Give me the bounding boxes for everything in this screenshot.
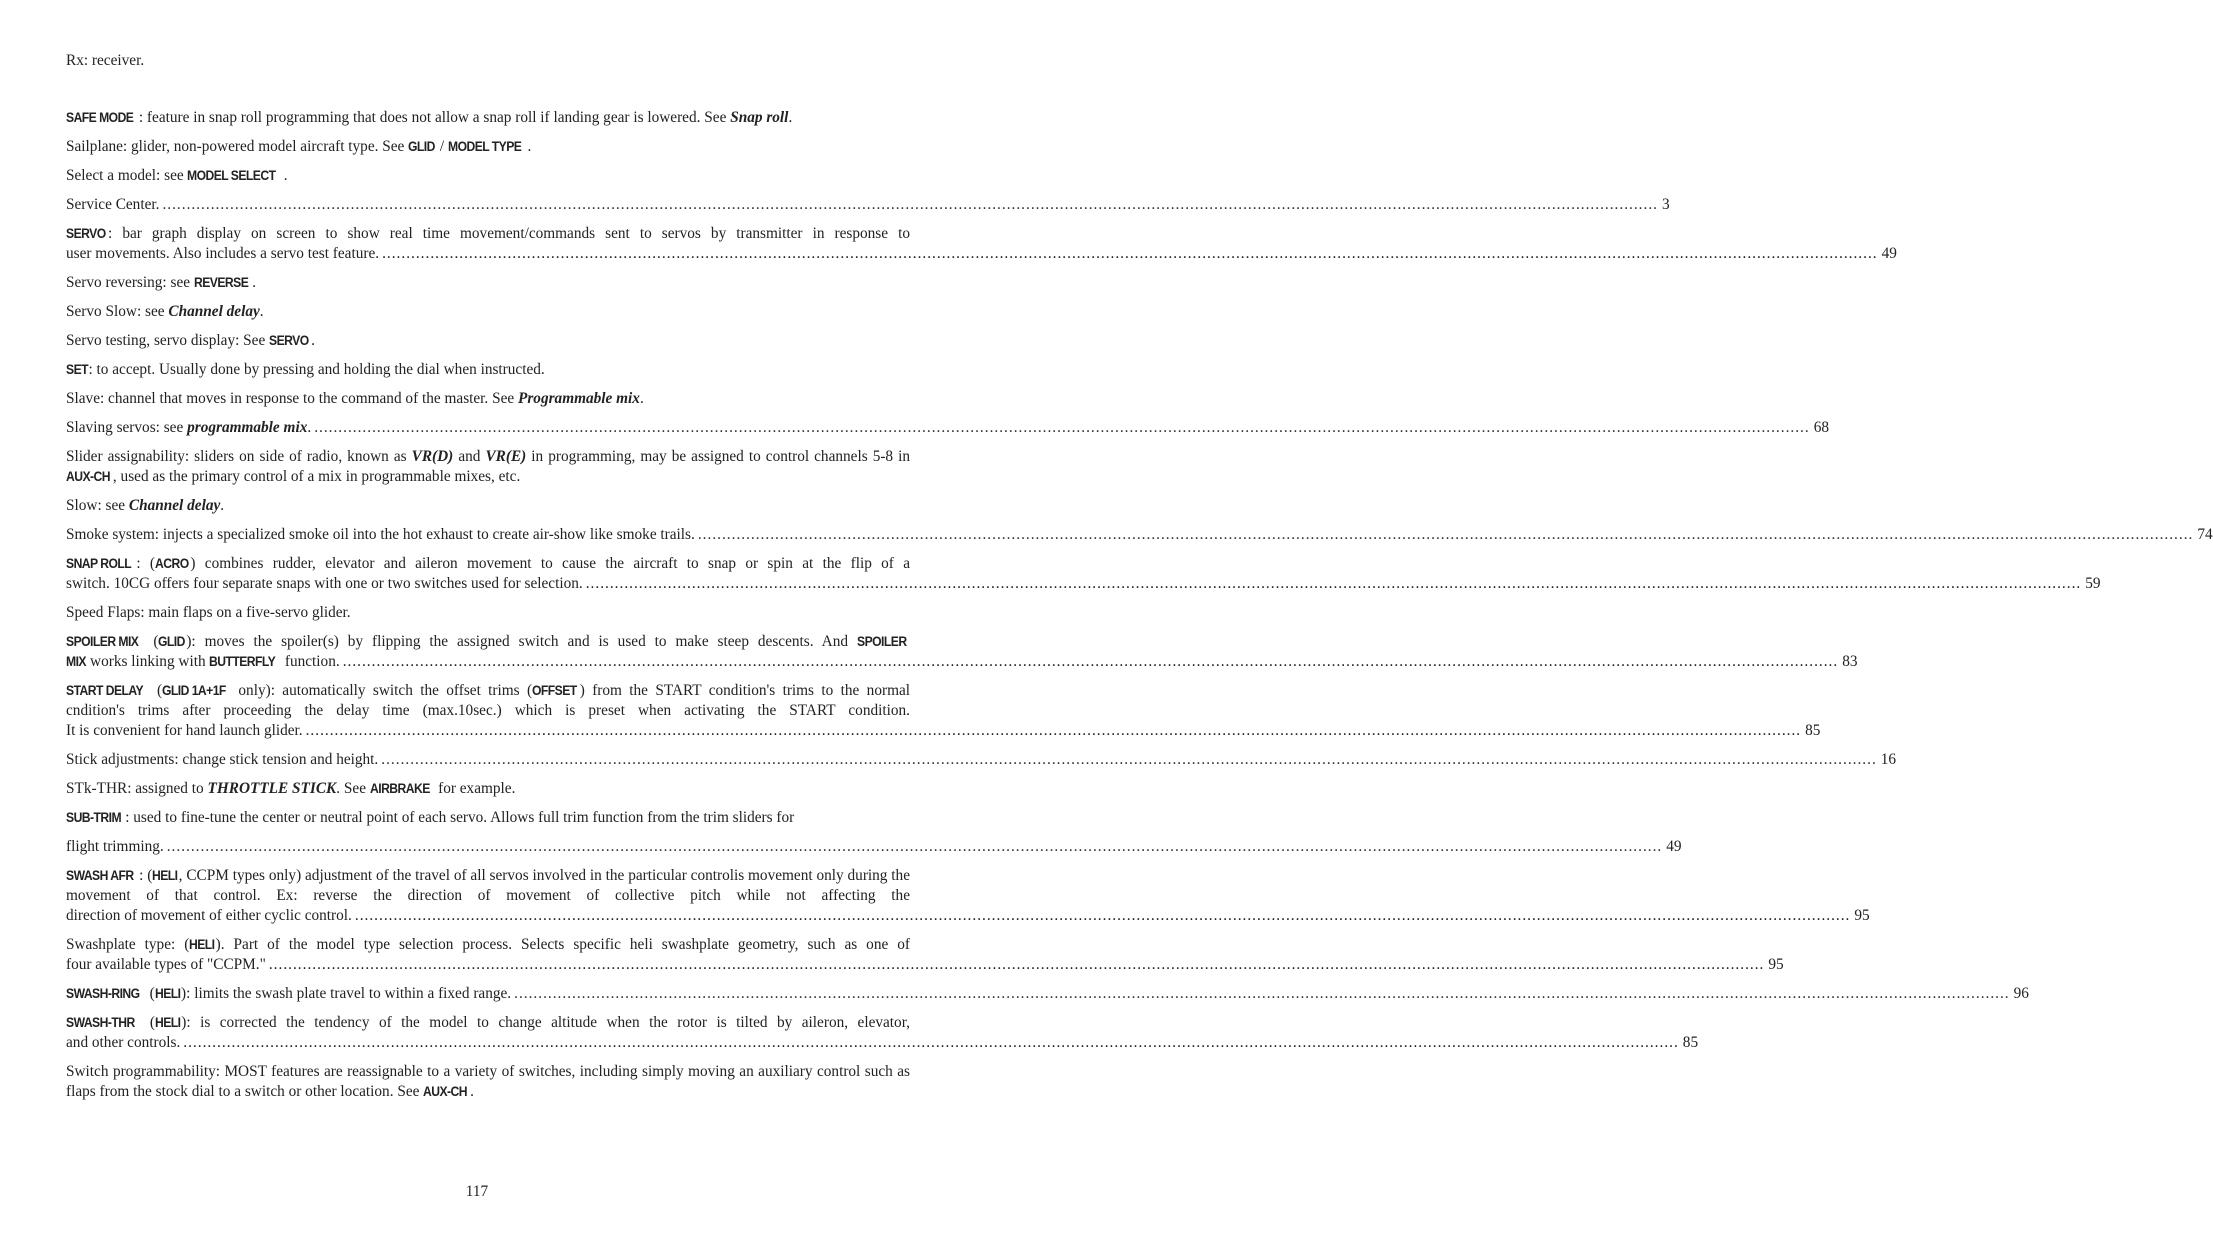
entry-swash-ring: SWASH-RING (HELI): limits the swash plate travel to within a fixed range. ...................................................................................................................................................................................................................................................................................................................... 96 <box>66 985 2029 1002</box>
entry-swashplate-type: Swashplate type: (HELI). Part of the model type selection process. Selects specific heli swashplate geometry, such as one of four available types of "CCPM." ...................................................................................................................................................................................................................................................................................................................... 95 <box>66 936 1784 973</box>
page-ref: 16 <box>1880 751 1897 768</box>
entry-spoiler-mix: SPOILER MIX (GLID): moves the spoiler(s) by flipping the assigned switch and is used to make steep descents. And SPOILER MIX works linking with BUTTERFLY function. ...................................................................................................................................................................................................................................................................................................................... 83 <box>66 633 1858 670</box>
entry-servo-slow: Servo Slow: see Channel delay. <box>66 303 264 320</box>
entry-smoke-system: Smoke system: injects a specialized smoke oil into the hot exhaust to create air-show like smoke trails. ...................................................................................................................................................................................................................................................................................................................... 74 <box>66 526 2213 543</box>
page-ref: 68 <box>1813 419 1829 436</box>
entry-servo-reversing: Servo reversing: see REVERSE . <box>66 274 257 291</box>
page-ref: 95 <box>1768 956 1784 973</box>
entry-sailplane: Sailplane: glider, non-powered model aircraft type. See GLID / MODEL TYPE . <box>66 138 532 155</box>
page-ref: 3 <box>1661 196 1670 213</box>
entry-stick-adjustments: Stick adjustments: change stick tension and height. ...................................................................................................................................................................................................................................................................................................................... 16 <box>66 751 1897 768</box>
leader-dots: ...................................................................................................................................................................................................................................................................................................................... <box>162 196 1658 213</box>
entry-service-center: Service Center. ...................................................................................................................................................................................................................................................................................................................... 3 <box>66 196 1670 213</box>
entry-swash-afr: SWASH AFR : (HELI, CCPM types only) adjustment of the travel of all servos involved in the particular controlis movement only during the movement of that control. Ex: reverse the direction of movement of collective pitch while not affecting the direction of movement of either cyclic control. ...................................................................................................................................................................................................................................................................................................................... 95 <box>66 867 1870 924</box>
entry-start-delay: START DELAY (GLID 1A+1F only): automatically switch the offset trims (OFFSET ) from the START condition's trims to the normal cndition's trims after proceeding the delay time (max.10sec.) which is preset when activating the START condition. It is convenient for hand launch glider. ...................................................................................................................................................................................................................................................................................................................... 85 <box>66 682 1821 739</box>
entry-switch-programmability: Switch programmability: MOST features are reassignable to a variety of switches, including simply moving an auxiliary control such as flaps from the stock dial to a switch or other location. See AUX-CH . <box>66 1063 910 1100</box>
page-ref: 83 <box>1842 653 1858 670</box>
entry-sub-trim-cont: flight trimming. ...................................................................................................................................................................................................................................................................................................................... 49 <box>66 838 1682 855</box>
glossary-entries <box>66 108 2213 1102</box>
page-ref: 74 <box>2197 526 2213 543</box>
entry-stk-thr: STk-THR: assigned to THROTTLE STICK. See AIRBRAKE for example. <box>66 780 516 797</box>
page-ref: 49 <box>1666 838 1682 855</box>
entry-snap-roll: SNAP ROLL : (ACRO ) combines rudder, elevator and aileron movement to cause the aircraft to snap or spin at the flip of a switch. 10CG offers four separate snaps with one or two switches used for selection. ...................................................................................................................................................................................................................................................................................................................... 59 <box>66 555 2101 592</box>
page-ref: 95 <box>1854 907 1870 924</box>
page-number: 117 <box>465 1183 489 1200</box>
entry-slider: Slider assignability: sliders on side of radio, known as VR(D) and VR(E) in programming, may be assigned to control channels 5-8 in AUX-CH , used as the primary control of a mix in programmable mixes, etc. <box>66 448 911 485</box>
entry-speed-flaps: Speed Flaps: main flaps on a five-servo glider. <box>66 604 351 621</box>
page-ref: 96 <box>2013 985 2029 1002</box>
page-ref: 85 <box>1682 1034 1699 1051</box>
entry-slow: Slow: see Channel delay. <box>66 497 225 514</box>
entry-servo-testing: Servo testing, servo display: See SERVO . <box>66 332 315 349</box>
document-page <box>66 51 2213 1111</box>
entry-servo: SERVO : bar graph display on screen to show real time movement/commands sent to servos by transmitter in response to user movements. Also includes a servo test feature. ...................................................................................................................................................................................................................................................................................................................... 49 <box>66 225 1897 262</box>
page-ref: 49 <box>1881 245 1897 262</box>
entry-set: SET: to accept. Usually done by pressing and holding the dial when instructed. <box>66 361 545 378</box>
page-ref: 85 <box>1805 722 1821 739</box>
entry-swash-thr: SWASH-THR (HELI): is corrected the tendency of the model to change altitude when the rotor is tilted by aileron, elevator, and other controls. ...................................................................................................................................................................................................................................................................................................................... 85 <box>66 1014 1699 1051</box>
page-ref: 59 <box>2085 575 2101 592</box>
entry-slave: Slave: channel that moves in response to the command of the master. See Programmable mix. <box>66 390 644 407</box>
entry-safe-mode: SAFE MODE : feature in snap roll programming that does not allow a snap roll if landing gear is lowered. See Snap roll. <box>66 109 793 126</box>
entry-slaving-servos: Slaving servos: see programmable mix. ...................................................................................................................................................................................................................................................................................................................... 68 <box>66 419 1829 436</box>
entry-select-model: Select a model: see MODEL SELECT . <box>66 167 288 184</box>
entry-sub-trim: SUB-TRIM : used to fine-tune the center or neutral point of each servo. Allows full trim function from the trim sliders for <box>66 809 795 826</box>
term-safe-mode: SAFE MODE <box>66 110 134 125</box>
entry-rx: Rx: receiver. <box>66 52 145 69</box>
